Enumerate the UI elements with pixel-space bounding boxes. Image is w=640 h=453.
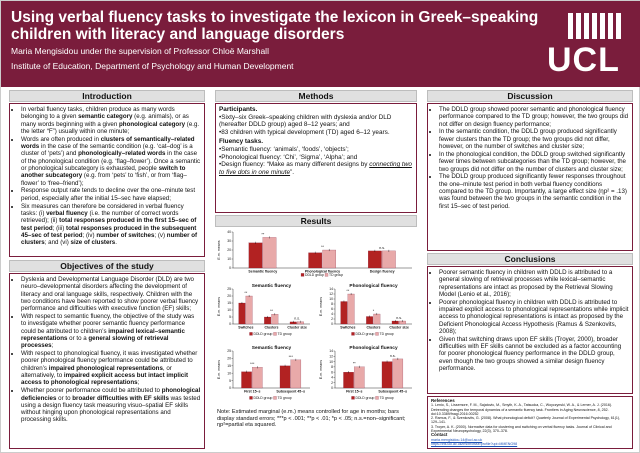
bar	[239, 303, 246, 324]
bar	[246, 296, 253, 324]
objectives-bullet: • Whether poorer performance could be attributed to phonological deficiencies or to broader difficulties with EF skills was tested using a design fluency task measuring visuo–spatial EF skills without hinging upon phonological representations and processing skills.	[21, 387, 201, 423]
y-tick-label: 40	[227, 230, 231, 235]
chart-semantic-time	[217, 343, 313, 403]
authors: Maria Mengisidou under the supervision of Professor Chloë Marshall	[11, 46, 269, 56]
y-tick-label: 15	[227, 364, 231, 368]
significance-label: **	[346, 288, 350, 293]
category-label: First 15–s	[244, 389, 261, 394]
bar	[323, 250, 336, 268]
methods-heading: Methods	[215, 90, 417, 102]
category-label: Cluster size	[389, 325, 409, 330]
y-tick-label: 10	[227, 371, 231, 376]
significance-label: n.s.	[379, 245, 386, 250]
bar	[272, 314, 279, 324]
y-tick-label: 2	[331, 317, 333, 322]
category-label: Clusters	[366, 325, 381, 330]
bar	[382, 251, 395, 268]
ucl-logo-columns-icon	[564, 11, 624, 41]
y-tick-label: 10	[227, 308, 231, 313]
y-tick-label: 14	[329, 287, 333, 292]
chart-semantic-clusters	[217, 281, 313, 339]
y-axis-label: E.m. means	[319, 359, 323, 380]
chart-phonological-clusters	[319, 281, 415, 339]
legend-swatch	[301, 273, 304, 276]
y-tick-label: 20	[227, 248, 231, 253]
chart-phonological-time	[319, 343, 415, 403]
significance-label: **	[244, 290, 248, 295]
y-tick-label: 8	[331, 302, 333, 307]
category-label: Semantic fluency	[248, 269, 278, 274]
conclusions-bullet: • Poorer phonological fluency in children with DDLD is attributed to impaired explicit access to phonological representations while implicit access to phonological representations is intact as proposed by the Deficient Phonological Access Hypothesis (Ramus & Szenkovits, 2008);	[439, 299, 629, 335]
chart-title: Phonological fluency	[349, 346, 398, 351]
objectives-bullet: • With respect to phonological fluency, it was investigated whether poorer phonological fluency performance could be attributed to children’s impaired phonological representations, or alternatively, to impaired explicit access but intact implicit access to phonological representations;	[21, 350, 201, 386]
legend-swatch	[274, 396, 277, 399]
category-label: Subsequent 45–s	[378, 389, 408, 394]
y-axis-label: E.m. means	[319, 296, 323, 317]
legend-label: DDLD group	[355, 396, 375, 400]
intro-heading: Introduction	[9, 90, 205, 102]
y-tick-label: 0	[229, 266, 231, 271]
y-tick-label: 12	[329, 292, 333, 297]
results-heading: Results	[215, 215, 417, 227]
discussion-bullet: • In the semantic condition, the DDLD group produced significantly fewer clusters than the TD group; the two groups did not differ, however, on the number of switches and cluster size;	[439, 128, 629, 150]
contact-heading: Contact	[431, 432, 448, 438]
intro-bullet: • In verbal fluency tasks, children produce as many words belonging to a given semantic category (e.g. animals), or as many words beginning with a given phonological category (e.g. the letter “F”) usually within one minute;	[21, 106, 201, 135]
tasks-heading: Fluency tasks.	[219, 138, 264, 146]
bar	[291, 360, 301, 388]
legend-swatch	[376, 396, 379, 399]
discussion-bullet: • The DDLD group produced significantly fewer responses throughout the one–minute test period in both verbal fluency conditions compared to the TD group. Importantly, a large effect size (ηp² = .13) was found between the two groups in the semantic condition in the first 15–sec of test period.	[439, 173, 629, 209]
objectives-heading: Objectives of the study	[9, 260, 205, 272]
bar	[343, 372, 353, 388]
category-label: Phonological fluency	[304, 269, 341, 274]
participants-item: •Sixty–six Greek–speaking children with dyslexia and/or DLD (hereafter DDLD group) aged 8–12 years; and	[219, 113, 392, 129]
legend-swatch	[250, 396, 253, 399]
significance-label: **	[321, 244, 324, 249]
y-tick-label: 5	[229, 378, 231, 383]
conclusions-bullet: • Given that switching draws upon EF skills (Troyer, 2000), broader difficulties with EF skills cannot be excluded as a factor accounting for poorer phonological fluency performance in the DDLD group, even though the two groups showed a similar design fluency performance.	[439, 336, 629, 372]
conclusions-box	[427, 266, 633, 394]
significance-label: ***	[288, 354, 293, 359]
bar	[354, 367, 364, 388]
y-tick-label: 0	[331, 322, 333, 327]
significance-label: **	[352, 361, 356, 366]
legend-label: TD group	[329, 273, 344, 277]
legend-swatch	[352, 396, 355, 399]
bar	[374, 314, 381, 324]
bar	[249, 243, 262, 268]
discussion-bullet: • The DDLD group showed poorer semantic and phonological fluency performance compared to the TD group; however, the two groups did not differ on design fluency performance;	[439, 106, 629, 128]
legend-label: TD group	[379, 332, 394, 336]
legend-label: DDLD group	[253, 332, 273, 336]
category-label: Design fluency	[369, 269, 395, 274]
legend-label: TD group	[379, 396, 394, 400]
y-tick-label: 8	[331, 365, 333, 370]
category-label: Switches	[340, 325, 356, 330]
task-item: •Design fluency: “Make as many different designs by connecting two to five dots in one minute”.	[219, 161, 412, 176]
chart-fluency-overall	[217, 229, 415, 277]
y-axis-label: E.m. means	[217, 359, 221, 380]
legend-swatch	[352, 332, 355, 335]
category-label: Cluster size	[287, 325, 307, 330]
bar	[366, 317, 373, 325]
bar	[280, 366, 290, 388]
conclusions-heading: Conclusions	[427, 253, 633, 265]
bar	[241, 372, 251, 388]
y-tick-label: 0	[229, 386, 231, 391]
legend-swatch	[325, 273, 328, 276]
objectives-bullet: • With respect to semantic fluency, the objective of the study was to investigate whether poorer semantic fluency performance could be attributed to children’s impaired lexical–semantic representations or to a general slowing of retrieval processes;	[21, 313, 201, 349]
category-label: Subsequent 45–s	[276, 389, 306, 394]
y-axis-label: E.m. means	[217, 240, 221, 260]
significance-label: **	[270, 309, 273, 314]
y-tick-label: 4	[331, 375, 333, 380]
significance-label: n.s.	[389, 353, 396, 358]
y-tick-label: 15	[227, 301, 231, 306]
discussion-bullet: • In the phonological condition, the DDLD group switched significantly fewer times between subcategories than the TD group; however, the two groups did not differ on the number of clusters and cluster size;	[439, 151, 629, 173]
discussion-heading: Discussion	[427, 90, 633, 102]
y-tick-label: 25	[227, 349, 231, 354]
reference-item: 2. Ramus, F., & Szenkovits, G. (2008). What phonological deficit? Quarterly Journal of Experimental Psychology, 61(1), 129–141.	[431, 416, 621, 425]
chart-title: Phonological fluency	[349, 284, 398, 289]
objectives-box	[9, 273, 205, 449]
y-tick-label: 4	[331, 312, 333, 317]
legend-swatch	[250, 332, 253, 335]
legend-label: TD group	[277, 332, 292, 336]
institution: Institute of Education, Department of Psychology and Human Development	[11, 61, 294, 71]
intro-bullet: • Response output rate tends to decline over the one–minute test period, especially after the initial 15–sec have elapsed;	[21, 187, 201, 202]
y-tick-label: 2	[331, 380, 333, 385]
bar	[393, 359, 403, 388]
references-box	[427, 396, 633, 449]
bar	[368, 251, 381, 268]
y-tick-label: 0	[331, 386, 333, 391]
reference-item: 1. Lenio, S., Lissemore, F. M., Sajatovic, M., Smyth, K. A., Tatsuoka, C., Woyczynski, W. A., & Lerner, A. J. (2016). Detrending changes the temporal dynamics of a semantic fluency task. Frontiers in Aging Neuroscience, 8, 252. doi:10.3389/fnagi.2016.00252	[431, 403, 613, 416]
y-tick-label: 20	[227, 356, 231, 361]
legend-label: DDLD group	[355, 332, 375, 336]
bar	[341, 302, 348, 325]
y-tick-label: 20	[227, 294, 231, 299]
participants-heading: Participants.	[219, 106, 258, 113]
y-tick-label: 10	[329, 297, 333, 302]
y-tick-label: 6	[331, 307, 333, 312]
conclusions-bullet: • Poorer semantic fluency in children with DDLD is attributed to a general slowing of retrieval processes while lexical–semantic representations are intact as proposed by the Retrieval Slowing Model (Lenio et al., 2016);	[439, 269, 629, 298]
significance-label: *	[372, 308, 375, 313]
objectives-bullet: • Dyslexia and Developmental Language Disorder (DLD) are two neuro–developmental disorders affecting the development of literacy and oral language skills, respectively. Children with the two conditions have been reported to show poorer verbal fluency performance and difficulties with executive function (EF) skills;	[21, 276, 201, 312]
intro-box	[9, 103, 205, 257]
y-tick-label: 14	[329, 349, 333, 354]
legend-label: DDLD group	[253, 396, 273, 400]
legend-swatch	[376, 332, 379, 335]
bar	[348, 294, 355, 324]
significance-label: n.s.	[294, 316, 301, 321]
results-note: Note: Estimated marginal (e.m.) means controlled for age in months; bars display standard errors; ***p < .001; **p < .01; *p < .05; n.s.=non–significant; ηp²=partial eta squared.	[217, 409, 406, 428]
significance-label: **	[261, 232, 265, 237]
intro-bullet: • Words are often produced in clusters of semantically–related words in the case of the semantic condition (e.g. ‘cat–dog’ is a cluster of ‘pets’) and phonologically–related words in the case of the phonological condition (e.g. ‘flag–flower’). Once a semantic or phonological subcategory is exhausted, people switch to another subcategory (e.g. from ‘pets’ to ‘fish’, or from ‘flag–flower’ to ‘free–friend’);	[21, 136, 201, 187]
bar	[309, 253, 322, 268]
references-heading: References	[431, 398, 455, 403]
y-tick-label: 10	[329, 359, 333, 364]
intro-bullet: • Six measures can therefore be considered in verbal fluency tasks: (i) verbal fluency (i.e. the number of correct words retrieved); (ii) total responses produced in the first 15–sec of test period; (iii) total responses produced in the subsequent 45–sec of test period; (iv) number of switches; (v) number of clusters; and (vi) size of clusters.	[21, 203, 201, 247]
legend-swatch	[274, 332, 277, 335]
poster-header	[1, 1, 640, 87]
significance-label: ***	[250, 362, 255, 367]
contact-email-link[interactable]: maria.mengisidou.14@ucl.ac.uk	[431, 437, 483, 442]
bar	[252, 367, 262, 388]
legend-label: DDLD group	[305, 273, 324, 277]
chart-title: Semantic fluency	[251, 346, 292, 351]
category-label: First 15–s	[346, 389, 363, 394]
task-item: •Phonological fluency: ‘Chi’, ‘Sigma’, ‘Alpha’; and	[219, 153, 358, 161]
contact-profile-link[interactable]: https://iris.ucl.ac.uk/iris/browse/profile?upi=MMENG98	[431, 441, 518, 446]
chart-title: Semantic fluency	[251, 284, 292, 289]
category-label: Switches	[238, 325, 254, 330]
y-tick-label: 25	[227, 287, 231, 292]
poster-title: Using verbal fluency tasks to investigate the lexicon in Greek–speaking children with literacy and language disorders	[11, 9, 539, 43]
y-tick-label: 6	[331, 370, 333, 375]
participants-item: •83 children with typical development (TD) aged 6–12 years.	[219, 128, 390, 136]
discussion-box	[427, 103, 633, 251]
y-tick-label: 10	[227, 257, 231, 262]
task-item: •Semantic fluency: ‘animals’, ‘foods’, ‘objects’;	[219, 145, 349, 153]
y-tick-label: 0	[229, 322, 231, 327]
y-tick-label: 5	[229, 315, 231, 320]
reference-item: 3. Troyer, A. K. (2000). Normative data for clustering and switching on verbal fluency tasks. Journal of Clinical and Experimental Neuropsychology, 22(3), 370–378.	[431, 424, 612, 434]
methods-box	[215, 103, 417, 213]
ucl-logo: UCL	[547, 41, 620, 79]
legend-label: TD group	[277, 396, 292, 400]
bar	[382, 362, 392, 388]
bar	[263, 237, 276, 268]
category-label: Clusters	[264, 325, 279, 330]
y-axis-label: E.m. means	[217, 296, 221, 317]
significance-label: n.s.	[396, 315, 403, 320]
y-tick-label: 12	[329, 354, 333, 359]
y-tick-label: 30	[227, 239, 231, 244]
